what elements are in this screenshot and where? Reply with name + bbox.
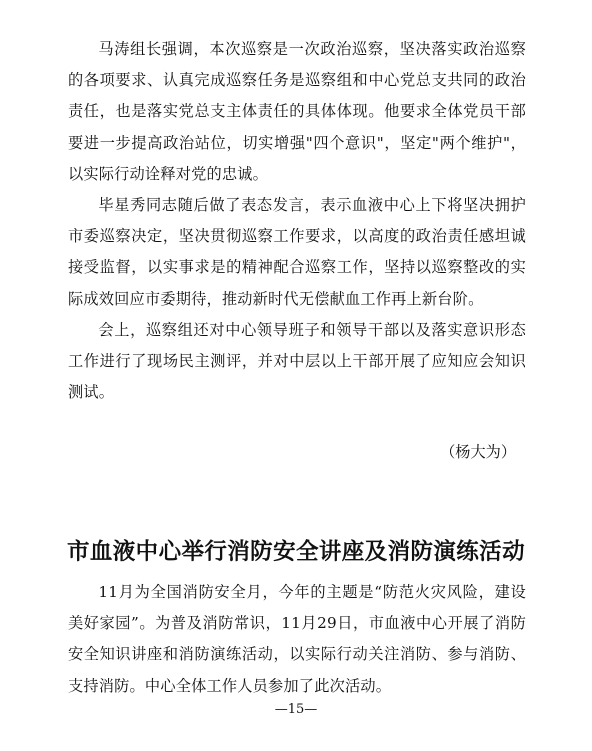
article1-paragraph-1: 马涛组长强调，本次巡察是一次政治巡察，坚决落实政治巡察的各项要求、认真完成巡察任务是巡察组和中心党总支共同的政治责任，也是落实党总支主体责任的具体体现。他要求全体党员干部要进一步提高政治站位，切实增强"四个意识"，坚定"两个维护"，以实际行动诠释对党的忠诚。 <box>68 40 526 183</box>
article1-paragraph-2: 毕星秀同志随后做了表态发言，表示血液中心上下将坚决拥护市委巡察决定，坚决贯彻巡察工作要求，以高度的政治责任感坦诚接受监督，以实事求是的精神配合巡察工作，坚持以巡察整改的实际成效回应市委期待，推动新时代无偿献血工作再上新台阶。 <box>68 196 526 308</box>
article2-headline: 市血液中心举行消防安全讲座及消防演练活动 <box>66 539 525 565</box>
article1-author: （杨大为） <box>440 443 516 461</box>
article2-paragraph: 11月为全国消防安全月，今年的主题是“防范火灾风险，建设美好家园”。为普及消防常识，11月29日，市血液中心开展了消防安全知识讲座和消防演练活动，以实际行动关注消防、参与消防、支持消防。中心全体工作人员参加了此次活动。 <box>68 583 526 695</box>
page-number: —15— <box>274 702 318 717</box>
article1-paragraph-3: 会上，巡察组还对中心领导班子和领导干部以及落实意识形态工作进行了现场民主测评，并对中层以上干部开展了应知应会知识测试。 <box>68 321 526 402</box>
